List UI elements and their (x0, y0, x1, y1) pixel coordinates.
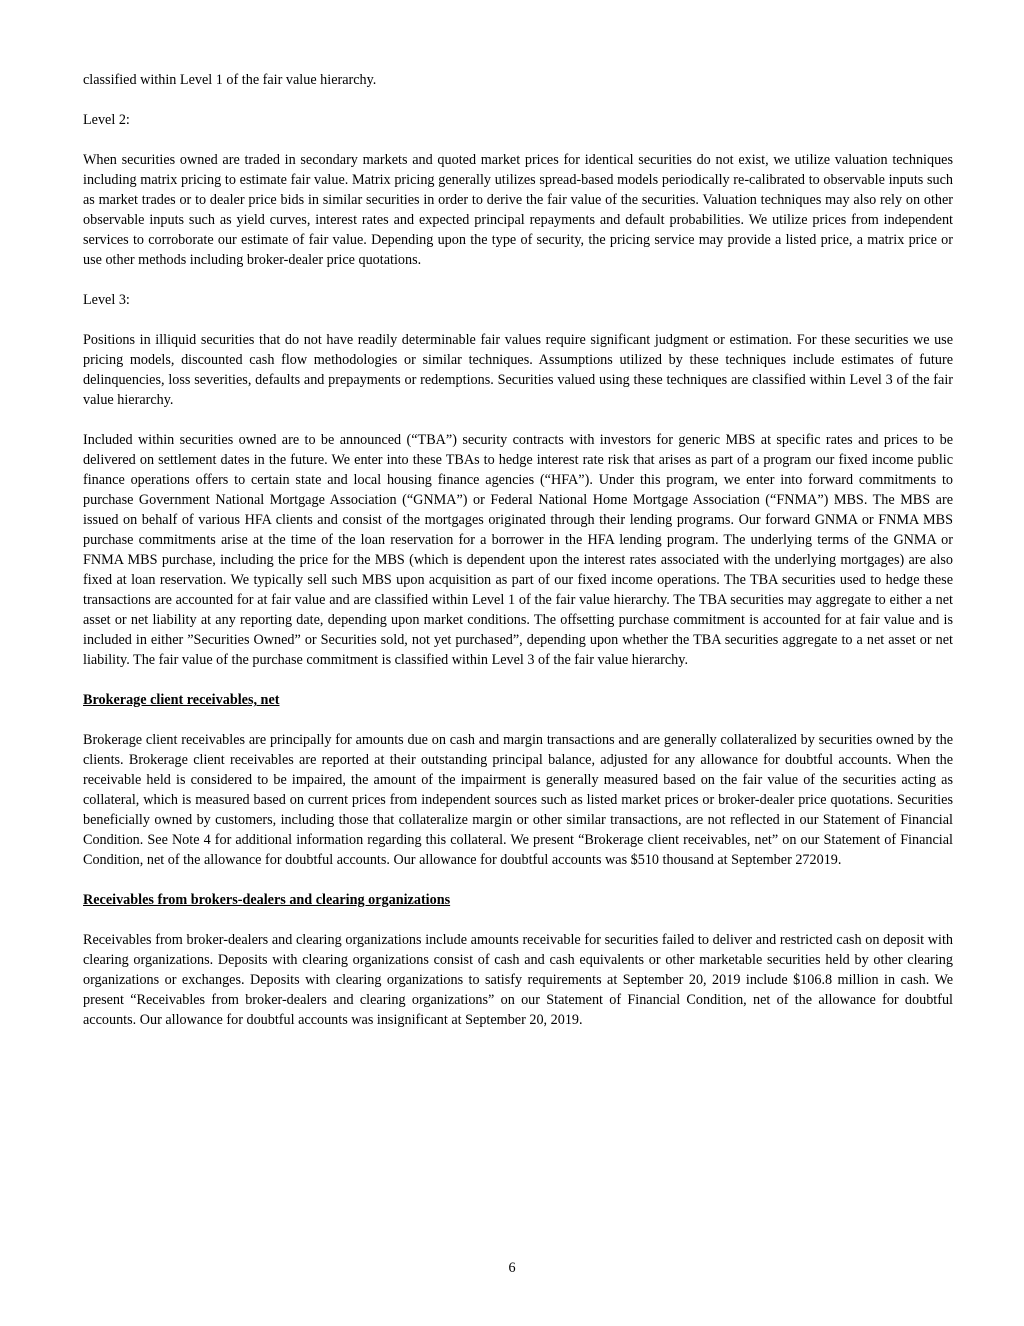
broker-dealer-receivables-paragraph: Receivables from broker-dealers and clearing organizations include amounts receivable for securities failed to deliver and restricted cash on deposit with clearing organizations. Deposits with clearing organizations consist of cash and cash equivalents or other marketable securities held by other clearing organizations or exchanges. Deposits with clearing organizations to satisfy requirements at September 20, 2019 include $106.8 million in cash. We present “Receivables from broker-dealers and clearing organizations” on our Statement of Financial Condition, net of the allowance for doubtful accounts. Our allowance for doubtful accounts was insignificant at September 20, 2019. (83, 932, 953, 1028)
brokerage-receivables-paragraph: Brokerage client receivables are principally for amounts due on cash and margin transactions and are generally collateralized by securities owned by the clients. Brokerage client receivables are reported at their outstanding principal balance, adjusted for any allowance for doubtful accounts. When the receivable held is considered to be impaired, the amount of the impairment is generally measured based on the fair value of the securities acting as collateral, which is measured based on current prices from independent sources such as listed market prices or broker-dealer price quotations. Securities beneficially owned by customers, including those that collateralize margin or other similar transactions, are not reflected in our Statement of Financial Condition. See Note 4 for additional information regarding this collateral. We present “Brokerage client receivables, net” on our Statement of Financial Condition, net of the allowance for doubtful accounts. Our allowance for doubtful accounts was $510 thousand at September 272019. (83, 732, 953, 868)
tba-paragraph: Included within securities owned are to be announced (“TBA”) security contracts with investors for generic MBS at specific rates and prices to be delivered on settlement dates in the future. We enter into these TBAs to hedge interest rate risk that arises as part of a program our fixed income public finance operations offers to certain state and local housing finance agencies (“HFA”). Under this program, we enter into forward commitments to purchase Government National Mortgage Association (“GNMA”) or Federal National Home Mortgage Association (“FNMA”) MBS. The MBS are issued on behalf of various HFA clients and consist of the mortgages originated through their lending programs. Our forward GNMA or FNMA MBS purchase commitments arise at the time of the loan reservation for a borrower in the HFA lending program. The underlying terms of the GNMA or FNMA MBS purchase, including the price for the MBS (which is dependent upon the interest rates associated with the underlying mortgages) are also fixed at loan reservation. We typically sell such MBS upon acquisition as part of our fixed income operations. The TBA securities used to hedge these transactions are accounted for at fair value and are classified within Level 1 of the fair value hierarchy. The TBA securities may aggregate to either a net asset or net liability at any reporting date, depending upon market conditions. The offsetting purchase commitment is accounted for at fair value and is included in either ”Securities Owned” or Securities sold, not yet purchased”, depending upon whether the TBA securities aggregate to a net asset or net liability. The fair value of the purchase commitment is classified within Level 3 of the fair value hierarchy. (83, 432, 953, 668)
page-number: 6 (508, 1260, 516, 1276)
brokerage-receivables-heading: Brokerage client receivables, net (83, 692, 280, 708)
level-3-paragraph: Positions in illiquid securities that do not have readily determinable fair values require significant judgment or estimation. For these securities we use pricing models, discounted cash flow methodologies or similar techniques. Assumptions utilized by these techniques include estimates of future delinquencies, loss severities, defaults and prepayments or redemptions. Securities valued using these techniques are classified within Level 3 of the fair value hierarchy. (83, 332, 953, 408)
broker-dealer-receivables-heading: Receivables from brokers-dealers and clearing organizations (83, 892, 451, 908)
document-page (83, 70, 953, 1050)
level-2-paragraph: When securities owned are traded in secondary markets and quoted market prices for identical securities do not exist, we utilize valuation techniques including matrix pricing to estimate fair value. Matrix pricing generally utilizes spread-based models periodically re-calibrated to observable inputs such as market trades or to dealer price bids in similar securities in order to derive the fair value of the securities. Valuation techniques may also rely on other observable inputs such as yield curves, interest rates and expected principal repayments and default probabilities. We utilize prices from independent services to corroborate our estimate of fair value. Depending upon the type of security, the pricing service may provide a listed price, a matrix price or use other methods including broker-dealer price quotations. (83, 152, 953, 268)
level-3-label: Level 3: (83, 292, 130, 308)
continuation-paragraph: classified within Level 1 of the fair value hierarchy. (83, 72, 377, 88)
level-2-label: Level 2: (83, 112, 130, 128)
